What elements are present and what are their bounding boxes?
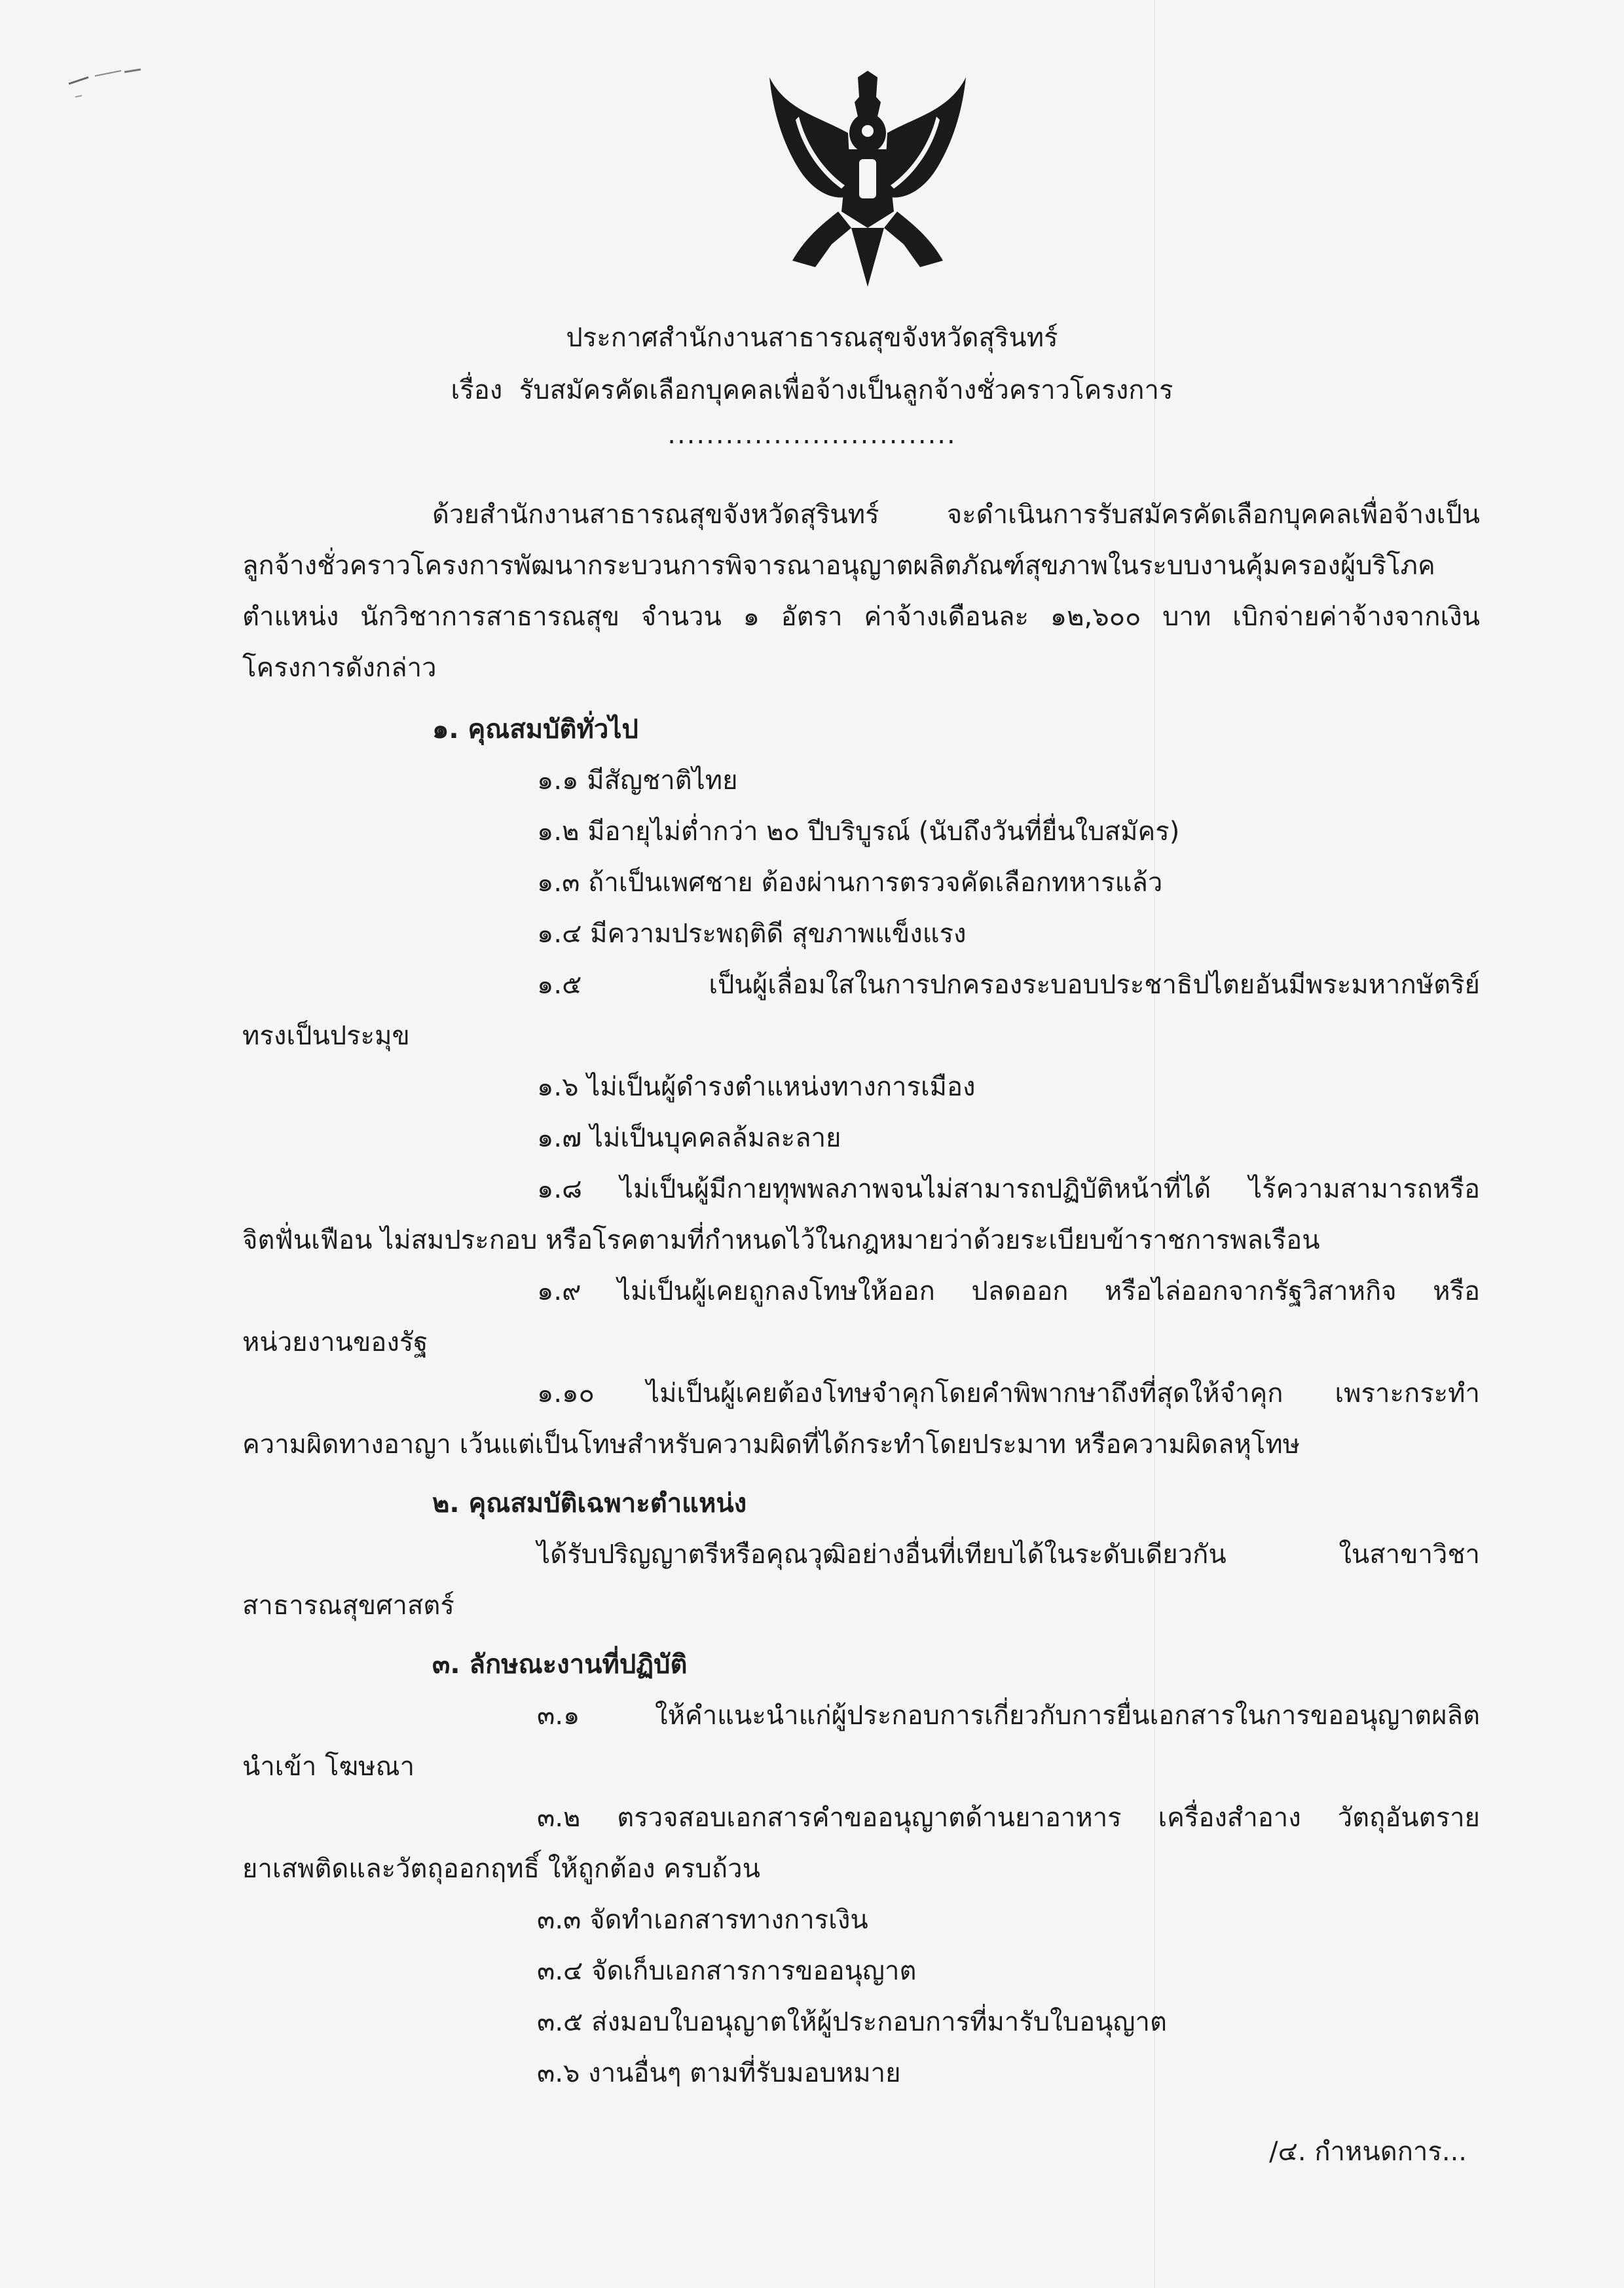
intro-line: โครงการดังกล่าว (242, 653, 437, 683)
list-item-continuation: จิตฟั่นเฟือน ไม่สมประกอบ หรือโรคตามที่กำหนดไว้ในกฎหมายว่าด้วยระเบียบข้าราชการพลเรือน (242, 1225, 1320, 1255)
list-item: ๑.๔ มีความประพฤติดี สุขภาพแข็งแรง (537, 919, 967, 949)
list-item-continuation: หน่วยงานของรัฐ (242, 1327, 428, 1357)
intro-line: ลูกจ้างชั่วคราวโครงการพัฒนากระบวนการพิจารณาอนุญาตผลิตภัณฑ์สุขภาพในระบบงานคุ้มครองผู้บริโภค (242, 551, 1435, 581)
list-item: ๑.๕ เป็นผู้เลื่อมใสในการปกครองระบอบประชาธิปไตยอันมีพระมหากษัตริย์ (537, 970, 1480, 1000)
list-item: ๓.๑ ให้คำแนะนำแก่ผู้ประกอบการเกี่ยวกับการยื่นเอกสารในการขออนุญาตผลิต (537, 1701, 1480, 1731)
continuation-note: /๔. กำหนดการ... (1269, 2137, 1467, 2167)
list-item: ๑.๑ มีสัญชาติไทย (537, 766, 738, 796)
intro-line: ด้วยสำนักงานสาธารณสุขจังหวัดสุรินทร์ จะดำเนินการรับสมัครคัดเลือกบุคคลเพื่อจ้างเป็น (432, 500, 1480, 530)
list-item: ๑.๖ ไม่เป็นผู้ดำรงตำแหน่งทางการเมือง (537, 1072, 976, 1102)
list-item: ๑.๘ ไม่เป็นผู้มีกายทุพพลภาพจนไม่สามารถปฏิบัติหน้าที่ได้ ไร้ความสามารถหรือ (537, 1174, 1480, 1204)
qualification-line: สาธารณสุขศาสตร์ (242, 1591, 454, 1621)
garuda-emblem-icon (760, 71, 976, 290)
section-heading: ๓. ลักษณะงานที่ปฏิบัติ (432, 1650, 688, 1680)
list-item-continuation: ความผิดทางอาญา เว้นแต่เป็นโทษสำหรับความผิดที่ได้กระทำโดยประมาท หรือความผิดลหุโทษ (242, 1430, 1301, 1460)
section-heading: ๒. คุณสมบัติเฉพาะตำแหน่ง (432, 1488, 747, 1519)
list-item: ๓.๒ ตรวจสอบเอกสารคำขออนุญาตด้านยาอาหาร เครื่องสำอาง วัตถุอันตราย (537, 1803, 1480, 1833)
list-item: ๑.๑๐ ไม่เป็นผู้เคยต้องโทษจำคุกโดยคำพิพากษาถึงที่สุดให้จำคุก เพราะกระทำ (537, 1378, 1480, 1409)
qualification-line: ได้รับปริญญาตรีหรือคุณวุฒิอย่างอื่นที่เทียบได้ในระดับเดียวกัน ในสาขาวิชา (537, 1540, 1480, 1570)
list-item: ๓.๔ จัดเก็บเอกสารการขออนุญาต (537, 1956, 917, 1986)
header-separator: .............................. (667, 420, 957, 450)
intro-line: ตำแหน่ง นักวิชาการสาธารณสุข จำนวน ๑ อัตรา ค่าจ้างเดือนละ ๑๒,๖๐๐ บาท เบิกจ่ายค่าจ้างจากเงิน (242, 602, 1480, 632)
list-item: ๑.๗ ไม่เป็นบุคคลล้มละลาย (537, 1123, 841, 1153)
list-item-continuation: ทรงเป็นประมุข (242, 1021, 410, 1051)
list-item: ๑.๓ ถ้าเป็นเพศชาย ต้องผ่านการตรวจคัดเลือกทหารแล้ว (537, 868, 1163, 898)
list-item: ๓.๕ ส่งมอบใบอนุญาตให้ผู้ประกอบการที่มารับใบอนุญาต (537, 2007, 1167, 2037)
subject-text: รับสมัครคัดเลือกบุคคลเพื่อจ้างเป็นลูกจ้างชั่วคราวโครงการ (519, 375, 1173, 405)
list-item: ๑.๒ มีอายุไม่ต่ำกว่า ๒๐ ปีบริบูรณ์ (นับถึงวันที่ยื่นใบสมัคร) (537, 817, 1180, 847)
list-item-continuation: ยาเสพติดและวัตถุออกฤทธิ์ ให้ถูกต้อง ครบถ้วน (242, 1854, 760, 1884)
list-item: ๓.๓ จัดทำเอกสารทางการเงิน (537, 1905, 868, 1935)
stray-marks (62, 58, 154, 123)
announcement-subject (0, 373, 1624, 407)
section-heading: ๑. คุณสมบัติทั่วไป (432, 714, 638, 745)
list-item-continuation: นำเข้า โฆษณา (242, 1752, 415, 1782)
announcement-title: ประกาศสำนักงานสาธารณสุขจังหวัดสุรินทร์ (566, 323, 1058, 353)
subject-prefix: เรื่อง (451, 375, 503, 405)
list-item: ๑.๙ ไม่เป็นผู้เคยถูกลงโทษให้ออก ปลดออก หรือไล่ออกจากรัฐวิสาหกิจ หรือ (537, 1276, 1480, 1306)
list-item: ๓.๖ งานอื่นๆ ตามที่รับมอบหมาย (537, 2058, 901, 2088)
